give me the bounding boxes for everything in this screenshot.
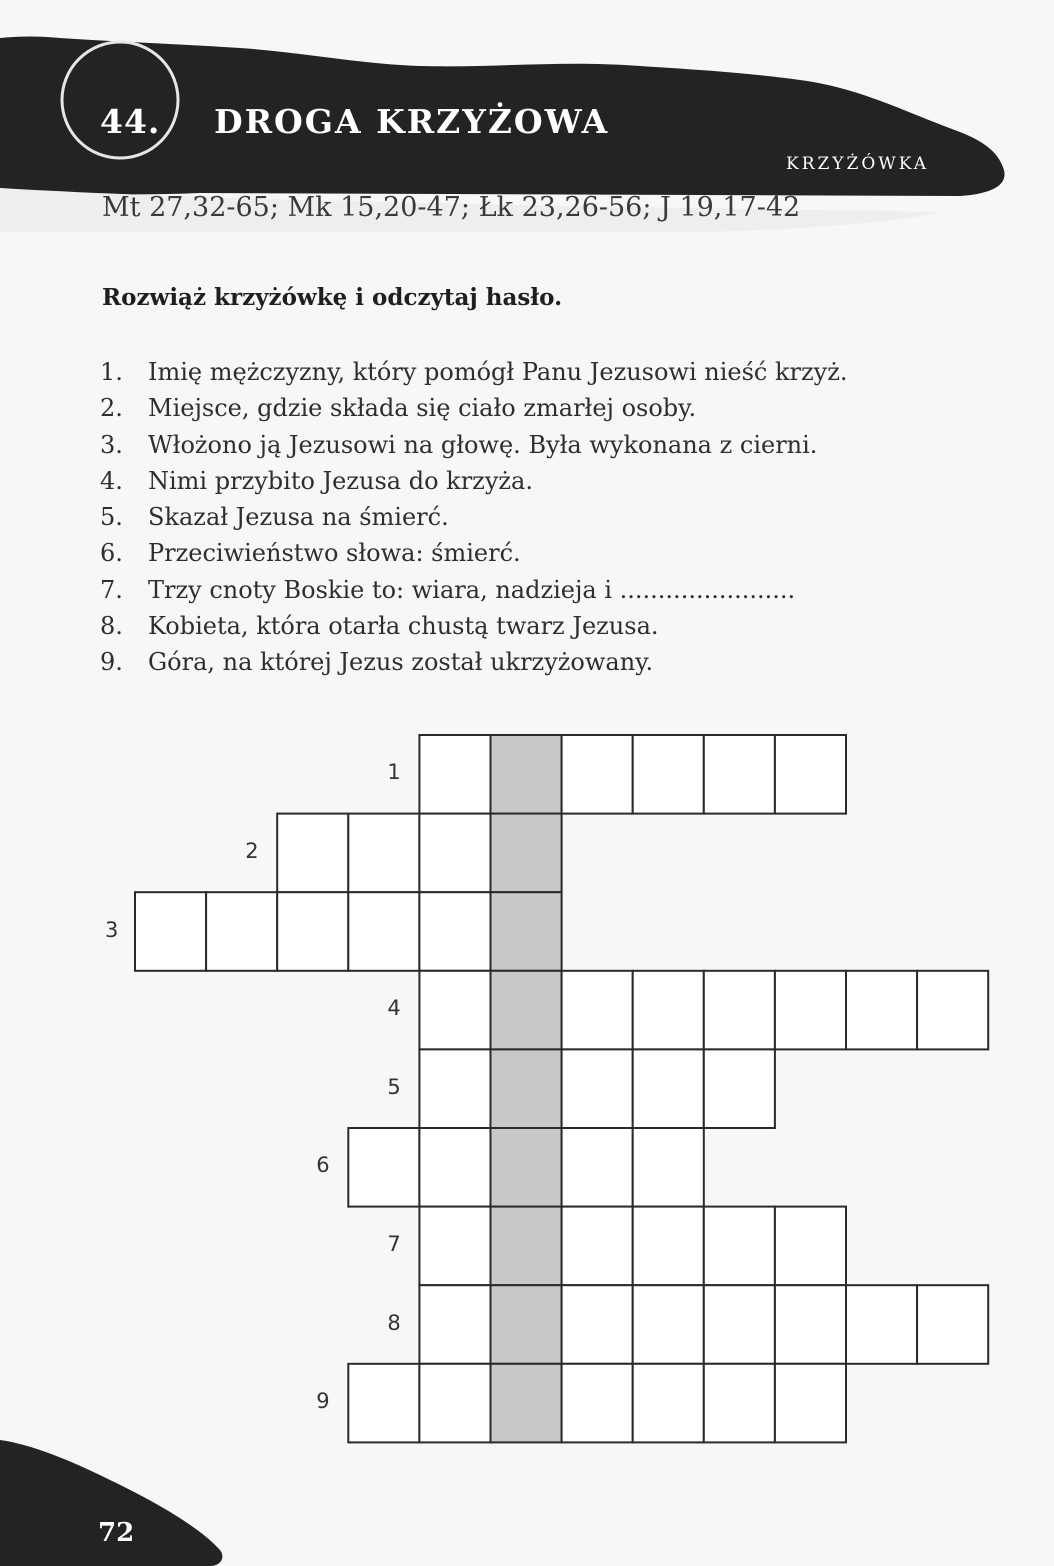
clue-text: Miejsce, gdzie składa się ciało zmarłej osoby. — [148, 394, 697, 423]
crossword-cell[interactable] — [562, 1207, 633, 1286]
clue-number: 2. — [100, 394, 123, 423]
crossword-row-number: 9 — [316, 1389, 330, 1414]
clue-number: 4. — [100, 466, 123, 495]
crossword-cell[interactable] — [562, 1128, 633, 1207]
crossword-row-number: 8 — [387, 1310, 401, 1335]
crossword-cell[interactable] — [419, 971, 490, 1050]
crossword-cell[interactable] — [917, 971, 988, 1050]
clue-text: Nimi przybito Jezusa do krzyża. — [148, 466, 533, 495]
crossword-cell[interactable] — [633, 1285, 704, 1364]
crossword-cell[interactable] — [846, 1285, 917, 1364]
crossword-cell[interactable] — [419, 1049, 490, 1128]
crossword-cell[interactable] — [277, 814, 348, 893]
clue-text: Włożono ją Jezusowi na głowę. Była wykonana z cierni. — [148, 430, 818, 459]
crossword-cell[interactable] — [633, 971, 704, 1050]
clue-text: Góra, na której Jezus został ukrzyżowany. — [148, 648, 654, 677]
crossword-solution-cell[interactable] — [491, 971, 562, 1050]
lesson-number: 44. — [100, 102, 161, 141]
crossword-cell[interactable] — [775, 1364, 846, 1443]
crossword-cell[interactable] — [704, 1364, 775, 1443]
crossword-cell[interactable] — [704, 1207, 775, 1286]
crossword-cell[interactable] — [775, 1207, 846, 1286]
crossword-solution-cell[interactable] — [491, 1049, 562, 1128]
crossword-cell[interactable] — [206, 892, 277, 971]
crossword-cell[interactable] — [348, 892, 419, 971]
crossword-row-number: 4 — [387, 996, 401, 1021]
clue-text: Skazał Jezusa na śmierć. — [148, 503, 449, 532]
crossword-cell[interactable] — [704, 971, 775, 1050]
page-title: DROGA KRZYŻOWA — [214, 102, 610, 141]
instruction: Rozwiąż krzyżówkę i odczytaj hasło. — [102, 284, 563, 311]
crossword-cell[interactable] — [348, 1128, 419, 1207]
crossword-row-number: 2 — [245, 838, 259, 863]
clue-text: Przeciwieństwo słowa: śmierć. — [148, 539, 521, 568]
crossword-cell[interactable] — [419, 1207, 490, 1286]
clue-number: 7. — [100, 575, 123, 604]
crossword-row-number: 7 — [387, 1231, 401, 1256]
crossword-cell[interactable] — [562, 1049, 633, 1128]
crossword-cell[interactable] — [633, 1128, 704, 1207]
crossword-cell[interactable] — [419, 735, 490, 814]
crossword-cell[interactable] — [846, 971, 917, 1050]
crossword-cell[interactable] — [704, 1049, 775, 1128]
clue-number: 9. — [100, 648, 123, 677]
bible-references: Mt 27,32-65; Mk 15,20-47; Łk 23,26-56; J 19,17-42 — [102, 192, 801, 223]
crossword-cell[interactable] — [562, 735, 633, 814]
crossword-cell[interactable] — [633, 1364, 704, 1443]
crossword-row-number: 3 — [105, 917, 119, 942]
crossword-row-number: 5 — [387, 1074, 401, 1099]
crossword-cell[interactable] — [419, 1364, 490, 1443]
crossword-cell[interactable] — [775, 735, 846, 814]
clue-text: Imię mężczyzny, który pomógł Panu Jezusowi nieść krzyż. — [148, 358, 848, 386]
clue-number: 1. — [100, 358, 123, 386]
crossword-cell[interactable] — [562, 1285, 633, 1364]
crossword-solution-cell[interactable] — [491, 1128, 562, 1207]
crossword-cell[interactable] — [419, 892, 490, 971]
crossword-row-number: 1 — [387, 760, 401, 785]
clue-number: 5. — [100, 503, 123, 532]
crossword-cell[interactable] — [633, 1207, 704, 1286]
crossword-cell[interactable] — [419, 1285, 490, 1364]
crossword-cell[interactable] — [348, 814, 419, 893]
clue-text: Trzy cnoty Boskie to: wiara, nadzieja i ....................... — [148, 575, 796, 604]
crossword-cell[interactable] — [348, 1364, 419, 1443]
crossword-cell[interactable] — [419, 814, 490, 893]
crossword-cell[interactable] — [562, 971, 633, 1050]
page-number: 72 — [98, 1518, 135, 1548]
crossword-cell[interactable] — [775, 971, 846, 1050]
crossword-cell[interactable] — [917, 1285, 988, 1364]
crossword-solution-cell[interactable] — [491, 1285, 562, 1364]
crossword-row-number: 6 — [316, 1153, 330, 1178]
clue-number: 8. — [100, 612, 123, 641]
crossword-solution-cell[interactable] — [491, 1364, 562, 1443]
crossword-cell[interactable] — [277, 892, 348, 971]
clue-text: Kobieta, która otarła chustą twarz Jezusa. — [148, 612, 659, 641]
crossword-cell[interactable] — [704, 1285, 775, 1364]
crossword-cell[interactable] — [775, 1285, 846, 1364]
crossword-cell[interactable] — [562, 1364, 633, 1443]
crossword-solution-cell[interactable] — [491, 735, 562, 814]
crossword-cell[interactable] — [704, 735, 775, 814]
crossword-solution-cell[interactable] — [491, 814, 562, 893]
clue-number: 3. — [100, 430, 123, 459]
crossword-cell[interactable] — [633, 735, 704, 814]
crossword-cell[interactable] — [633, 1049, 704, 1128]
section-label: KRZYŻÓWKA — [786, 154, 930, 174]
crossword-solution-cell[interactable] — [491, 1207, 562, 1286]
crossword-solution-cell[interactable] — [491, 892, 562, 971]
clue-number: 6. — [100, 539, 123, 568]
crossword-cell[interactable] — [419, 1128, 490, 1207]
crossword-cell[interactable] — [135, 892, 206, 971]
